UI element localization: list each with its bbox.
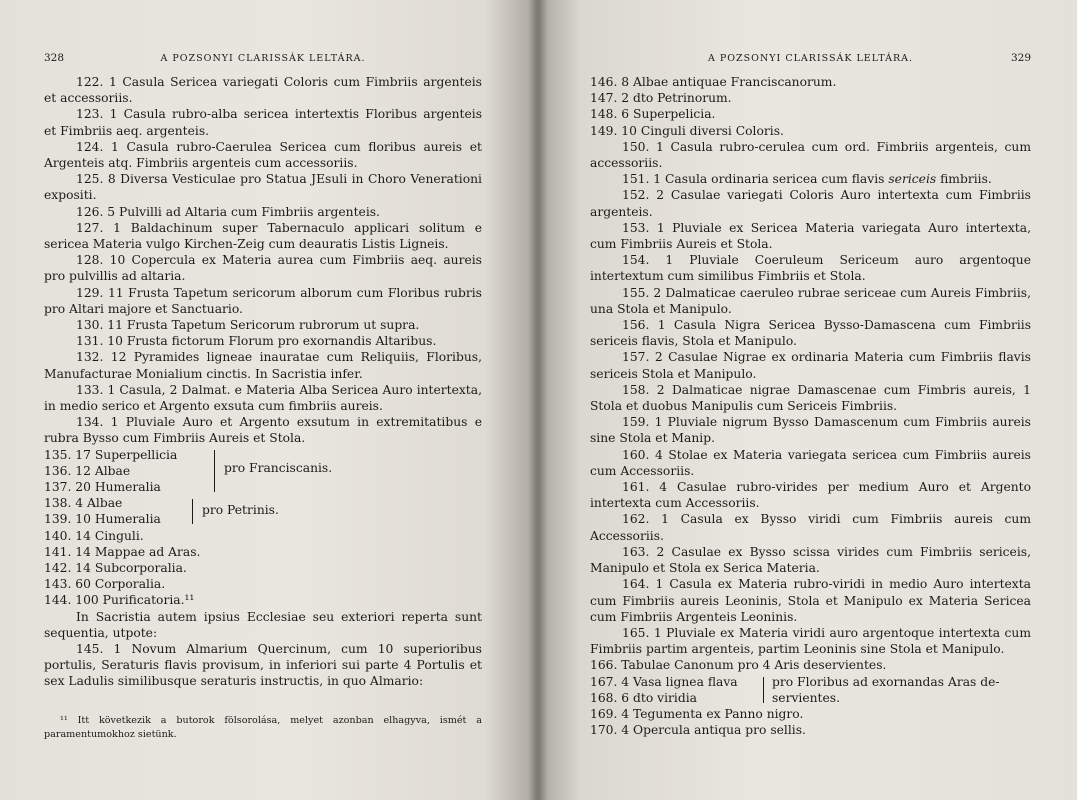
entry-paragraph: 130. 11 Frusta Tapetum Sericorum rubrorum ut supra. (76, 318, 420, 333)
short-entry: 149. 10 Cinguli diversi Coloris. (590, 123, 784, 138)
footnote-text: ¹¹ Itt következik a butorok fölsorolása, melyet azonban elhagyva, ismét a paramentumokhoz sietünk. (44, 715, 482, 740)
entry-paragraph: 165. 1 Pluviale ex Materia viridi auro argentoque intertexta cum Fimbriis partim argenteis, partim Leoninis sine Stola et Manipulo. (590, 625, 1031, 657)
entry-paragraph: 153. 1 Pluviale ex Sericea Materia variegata Auro intertexta, cum Fimbriis Aureis et Stola. (590, 220, 1031, 252)
short-entry: 143. 60 Corporalia. (44, 577, 166, 592)
left-page (0, 0, 538, 800)
group-brace (214, 450, 215, 492)
entry-paragraph: 155. 2 Dalmaticae caeruleo rubrae sericeae cum Aureis Fimbriis, una Stola et Manipulo. (590, 285, 1031, 316)
page-number: 328 (44, 52, 65, 64)
group-line: 168. 6 dto viridia (590, 690, 697, 705)
group-petrinis (44, 495, 482, 527)
entry-paragraph: 127. 1 Baldachinum super Tabernaculo applicari solitum e sericea Materia vulgo Kirchen-Zeig cum deauratis Listis Ligneis. (44, 220, 482, 252)
entry-paragraph: 163. 2 Casulae ex Bysso scissa virides cum Fimbriis sericeis, Manipulo et Stola ex Serica Materia. (590, 544, 1031, 576)
entry-paragraph: 154. 1 Pluviale Coeruleum Sericeum auro argentoque intertextum cum similibus Fimbriis et Stola. (590, 253, 1031, 284)
entry-paragraph: 134. 1 Pluviale Auro et Argento exsutum in extremitatibus e rubra Bysso cum Fimbriis Aureis et Stola. (44, 415, 482, 446)
italic-word: sericeis (888, 172, 937, 187)
right-page (538, 0, 1077, 800)
entry-paragraph: 126. 5 Pulvilli ad Altaria cum Fimbriis argenteis. (76, 204, 380, 219)
short-entry: 146. 8 Albae antiquae Franciscanorum. (590, 75, 837, 89)
group-brace (763, 677, 764, 703)
group-line: 138. 4 Albae (44, 496, 123, 511)
entry-paragraph: 159. 1 Pluviale nigrum Bysso Damascenum cum Fimbriis aureis sine Stola et Manip. (590, 415, 1031, 446)
footnote (44, 714, 482, 742)
running-head-title: A POZSONYI CLARISSÁK LELTÁRA. (708, 53, 913, 64)
entry-text: fimbriis. (936, 172, 992, 187)
group-line: 137. 20 Humeralia (44, 480, 161, 495)
group-label: pro Franciscanis. (224, 460, 333, 475)
short-entry: 144. 100 Purificatoria.¹¹ (44, 593, 195, 608)
entry-paragraph: 129. 11 Frusta Tapetum sericorum alborum cum Floribus rubris pro Altari majore et Sanctuario. (44, 285, 482, 316)
entry-paragraph: 156. 1 Casula Nigra Sericea Bysso-Damascena cum Fimbriis sericeis flavis, Stola et Manipulo. (590, 318, 1031, 349)
short-entry: 148. 6 Superpelicia. (590, 107, 716, 122)
group-label: pro Petrinis. (202, 503, 279, 518)
sacristia-paragraph: In Sacristia autem ipsius Ecclesiae seu exteriori reperta sunt sequentia, utpote: (44, 609, 482, 640)
short-entry: 142. 14 Subcorporalia. (44, 561, 187, 576)
entry-paragraph: 145. 1 Novum Almarium Quercinum, cum 10 superioribus portulis, Seraturis flavis provisum, in inferiori sui parte 4 Portulis et sex Ladulis similibusque seraturis instructis, in quo Almario: (44, 642, 482, 689)
running-head-title: A POZSONYI CLARISSÁK LELTÁRA. (160, 53, 366, 64)
entry-paragraph: 122. 1 Casula Sericea variegati Coloris cum Fimbriis argenteis et accessoriis. (44, 75, 482, 106)
entry-paragraph: 157. 2 Casulae Nigrae ex ordinaria Materia cum Fimbriis flavis sericeis Stola et Manipulo. (590, 350, 1031, 381)
running-header (590, 52, 1031, 68)
group-brace (192, 499, 193, 524)
short-entry: 147. 2 dto Petrinorum. (590, 91, 732, 106)
entry-paragraph: 125. 8 Diversa Vesticulae pro Statua JEsuli in Choro Venerationi expositi. (44, 172, 482, 203)
entry-paragraph (590, 171, 1031, 187)
group-label: servientes. (772, 690, 840, 705)
entry-paragraph: 123. 1 Casula rubro-alba sericea intertextis Floribus argenteis et Fimbriis aeq. argenteis. (44, 107, 482, 138)
entry-paragraph: 152. 2 Casulae variegati Coloris Auro intertexta cum Fimbriis argenteis. (590, 188, 1031, 219)
entry-paragraph: 162. 1 Casula ex Bysso viridi cum Fimbriis aureis cum Accessoriis. (590, 512, 1031, 543)
left-page-body (44, 74, 482, 690)
group-line: 139. 10 Humeralia (44, 512, 161, 527)
entry-paragraph: 158. 2 Dalmaticae nigrae Damascenae cum Fimbris aureis, 1 Stola et duobus Manipulis cum Sericeis Fimbriis. (590, 382, 1031, 414)
short-entry: 166. Tabulae Canonum pro 4 Aris deservientes. (590, 658, 887, 673)
short-entry: 169. 4 Tegumenta ex Panno nigro. (590, 706, 804, 721)
short-entry: 170. 4 Opercula antiqua pro sellis. (590, 723, 806, 738)
entry-paragraph: 131. 10 Frusta fictorum Florum pro exornandis Altaribus. (76, 334, 437, 349)
short-entry: 140. 14 Cinguli. (44, 528, 144, 543)
entry-paragraph: 161. 4 Casulae rubro-virides per medium Auro et Argento intertexta cum Accessoriis. (590, 480, 1031, 511)
group-label: pro Floribus ad exornandas Aras de- (772, 674, 1000, 689)
short-entry: 141. 14 Mappae ad Aras. (44, 544, 201, 559)
entry-paragraph: 124. 1 Casula rubro-Caerulea Sericea cum floribus aureis et Argenteis atq. Fimbriis argenteis cum accessoriis. (44, 139, 482, 171)
entry-paragraph: 150. 1 Casula rubro-cerulea cum ord. Fimbriis argenteis, cum accessoriis. (590, 139, 1031, 171)
group-line: 167. 4 Vasa lignea flava (590, 674, 738, 689)
entry-text: 151. 1 Casula ordinaria sericea cum flavis (622, 172, 889, 187)
running-header (44, 52, 482, 68)
entry-paragraph: 133. 1 Casula, 2 Dalmat. e Materia Alba Sericea Auro intertexta, in medio serico et Argento exsuta cum fimbriis aureis. (44, 382, 482, 414)
page-number: 329 (1010, 52, 1031, 64)
entry-paragraph: 160. 4 Stolae ex Materia variegata sericea cum Fimbriis aureis cum Accessoriis. (590, 447, 1031, 478)
entry-paragraph: 164. 1 Casula ex Materia rubro-viridi in medio Auro intertexta cum Fimbriis aureis Leoninis, Stola et Manipulo ex Materia Sericea cum Fimbriis Argenteis Leoninis. (590, 577, 1031, 624)
entry-paragraph: 128. 10 Copercula ex Materia aurea cum Fimbriis aeq. aureis pro pulvillis ad altaria. (44, 253, 482, 284)
entry-paragraph: 132. 12 Pyramides ligneae inauratae cum Reliquiis, Floribus, Manufacturae Monialium cinctis. In Sacristia infer. (44, 350, 482, 381)
group-line: 136. 12 Albae (44, 463, 131, 478)
group-line: 135. 17 Superpellicia (44, 447, 178, 462)
book-gutter (528, 0, 548, 800)
right-page-body (590, 74, 1031, 738)
group-aras (590, 674, 1031, 706)
group-franciscans (44, 447, 482, 496)
